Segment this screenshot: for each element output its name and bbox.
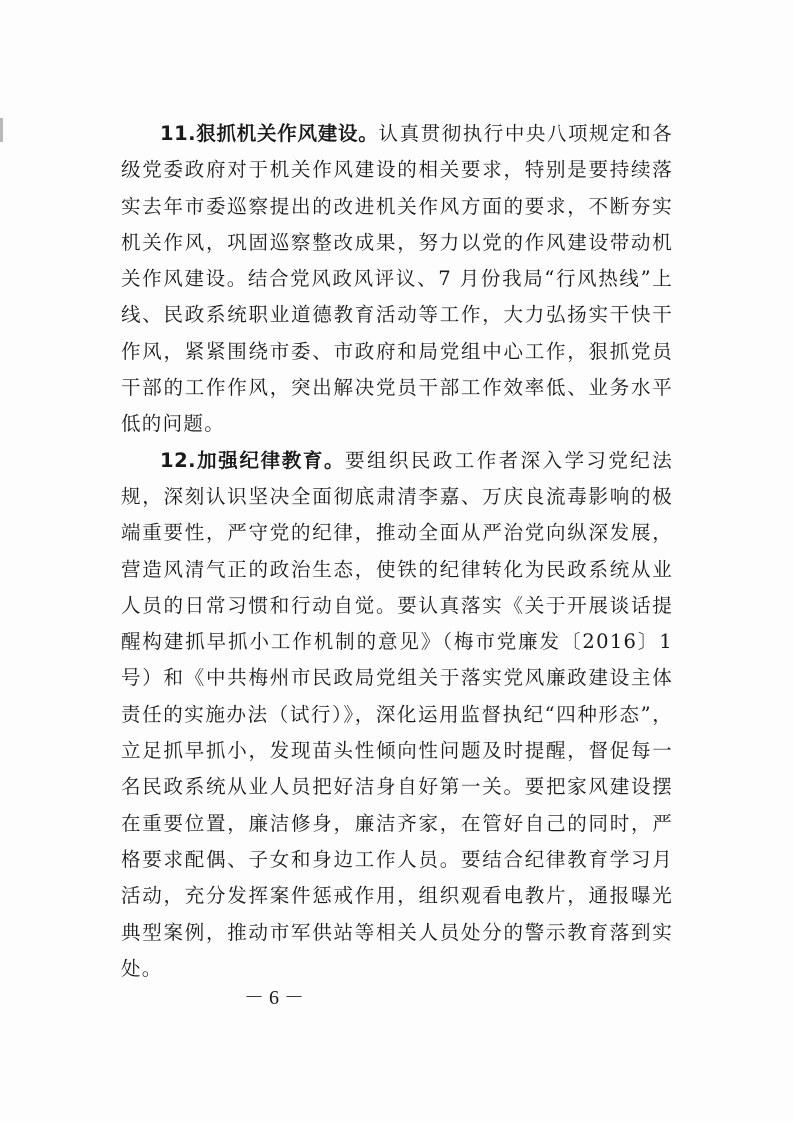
section-12-heading: 12.加强纪律教育。	[160, 448, 346, 472]
section-12-body: 要组织民政工作者深入学习党纪法规，深刻认识坚决全面彻底肃清李嘉、万庆良流毒影响的极端重要性，严守党的纪律，推动全面从严治党向纵深发展，营造风清气正的政治生态，使铁的纪律转化为民政系统从业人员的日常习惯和行动自觉。要认真落实《关于开展谈话提醒构建抓早抓小工作机制的意见》（梅市党廉发〔2016〕1 号）和《中共梅州市民政局党组关于落实党风廉政建设主体责任的实施办法（试行）》，深化运用监督执纪“四种形态”，立足抓早抓小，发现苗头性倾向性问题及时提醒，督促每一名民政系统从业人员把好洁身自好第一关。要把家风建设摆在重要位置，廉洁修身，廉洁齐家，在管好自己的同时，严格要求配偶、子女和身边工作人员。要结合纪律教育学习月活动，充分发挥案件惩戒作用，组织观看电教片，通报曝光典型案例，推动市军供站等相关人员处分的警示教育落到实处。	[121, 448, 673, 980]
section-11-body: 认真贯彻执行中央八项规定和各级党委政府对于机关作风建设的相关要求，特别是要持续落实去年市委巡察提出的改进机关作风方面的要求，不断夯实机关作风，巩固巡察整改成果，努力以党的作风建设带动机关作风建设。结合党风政风评议、7 月份我局“行风热线”上线、民政系统职业道德教育活动等工作，大力弘扬实干快干作风，紧紧围绕市委、市政府和局党组中心工作，狠抓党员干部的工作作风，突出解决党员干部工作效率低、业务水平低的问题。	[121, 122, 673, 436]
scan-edge-mark	[0, 118, 3, 142]
page-number: － 6 －	[244, 987, 304, 1009]
section-11-paragraph	[121, 116, 673, 443]
section-12-paragraph	[121, 443, 673, 987]
document-body	[121, 116, 673, 987]
section-11-heading: 11.狠抓机关作风建设。	[160, 122, 379, 145]
